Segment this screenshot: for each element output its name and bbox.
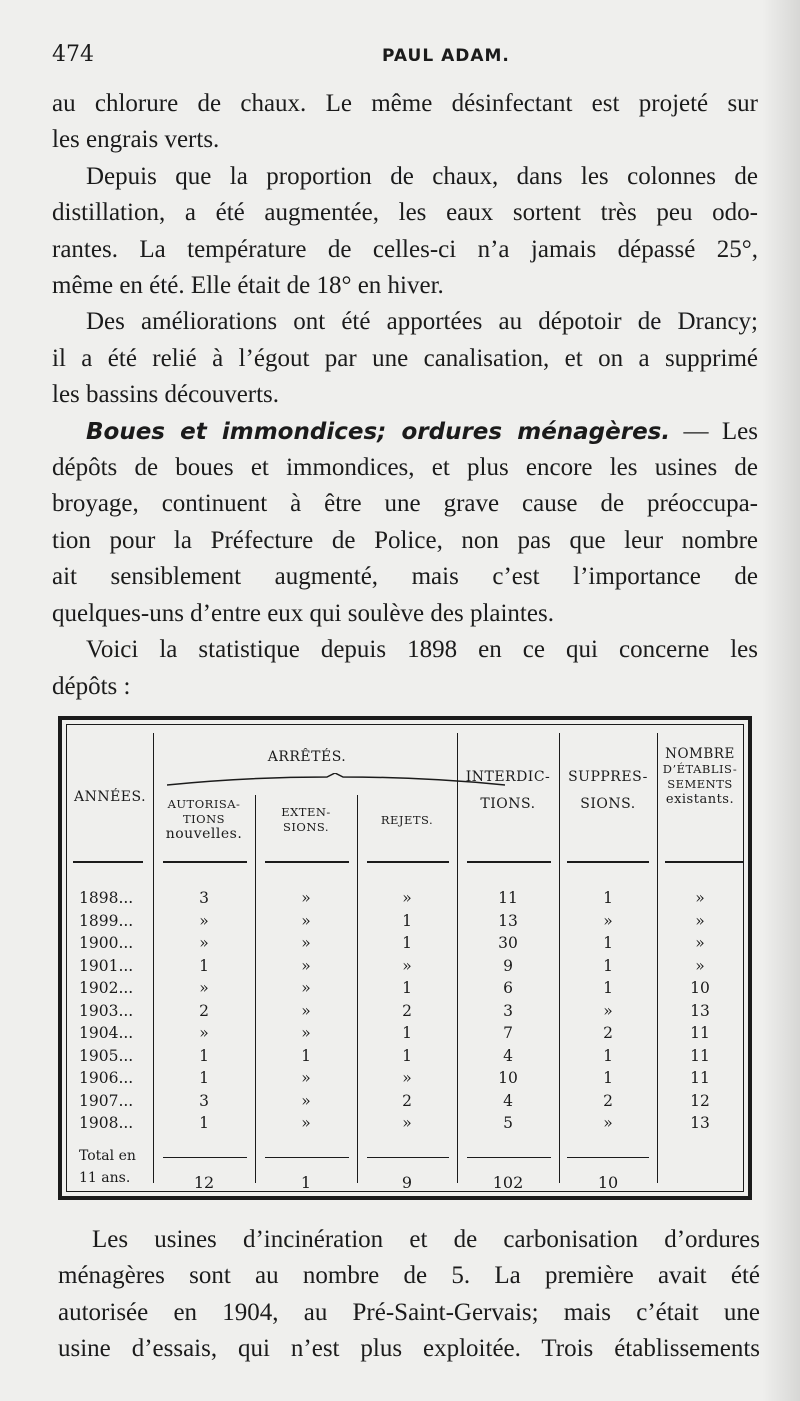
rejets-cell: 1	[402, 1024, 412, 1042]
body-text-bottom	[58, 1222, 760, 1368]
suppressions-cell: »	[603, 1114, 613, 1132]
page-number: 474	[52, 42, 94, 67]
text-line: usine d’essais, qui n’est plus exploitée. Trois établissements	[58, 1335, 760, 1363]
nombre-cell: »	[695, 911, 705, 930]
suppressions-cell: 1	[603, 956, 613, 975]
body-text-top	[52, 86, 758, 705]
nombre-cell: 11	[690, 1046, 710, 1065]
header-nombre-line: D’ÉTABLIS-	[662, 762, 738, 776]
autorisations-cell: »	[199, 979, 209, 997]
total-autorisations: 12	[193, 1173, 215, 1192]
autorisations-cell: »	[199, 934, 209, 952]
extensions-cell: »	[301, 1001, 311, 1020]
text-line: quelques-uns d’entre eux qui soulève des plaintes.	[52, 599, 554, 627]
nombre-column	[657, 887, 743, 1135]
rejets-cell: »	[402, 889, 412, 907]
interdictions-cell: 11	[498, 889, 518, 907]
header-suppressions-line: SUPPRES-	[568, 769, 648, 785]
header-rule	[567, 861, 649, 863]
rejets-cell: »	[402, 1114, 412, 1132]
nombre-cell: 10	[690, 979, 710, 997]
total-label	[79, 1145, 136, 1189]
header-annees: ANNÉES.	[73, 789, 147, 805]
years-column	[79, 887, 159, 1135]
rejets-cell: 1	[402, 911, 412, 930]
suppressions-cell: 1	[603, 979, 613, 997]
running-head: PAUL ADAM.	[382, 46, 510, 66]
nombre-cell: 12	[690, 1091, 710, 1110]
text-line: Des améliorations ont été apportées au dépotoir de Drancy;	[86, 308, 758, 336]
text-line: dépôts :	[52, 672, 131, 700]
year-cell: 1902...	[79, 979, 134, 997]
text-line: il a été relié à l’égout par une canalisation, et on a supprimé	[52, 344, 758, 372]
year-cell: 1905...	[79, 1046, 134, 1065]
arretes-brace	[167, 773, 505, 787]
header-nombre-line: NOMBRE	[665, 746, 735, 762]
text-line: Les usines d’incinération et de carbonisation d’ordures	[92, 1226, 760, 1253]
suppressions-cell: 1	[603, 1046, 613, 1065]
total-extensions: 1	[300, 1173, 312, 1192]
rejets-cell: 2	[402, 1001, 412, 1020]
rejets-cell: 1	[402, 1046, 412, 1065]
extensions-cell: »	[301, 1114, 311, 1132]
interdictions-column	[457, 887, 559, 1135]
total-rule	[567, 1157, 649, 1158]
suppressions-cell: 1	[603, 1069, 613, 1087]
total-rule	[467, 1157, 551, 1158]
extensions-cell: »	[301, 1091, 311, 1110]
interdictions-cell: 10	[498, 1069, 518, 1087]
interdictions-cell: 4	[503, 1091, 513, 1110]
text-line: ménagères sont au nombre de 5. La première avait été	[58, 1262, 760, 1290]
nombre-cell: »	[695, 934, 705, 952]
year-cell: 1908...	[79, 1114, 134, 1132]
text-line: même en été. Elle était de 18° en hiver.	[52, 272, 444, 300]
header-rejets: REJETS.	[380, 813, 434, 827]
year-cell: 1907...	[79, 1091, 134, 1110]
total-suppressions: 10	[597, 1173, 619, 1192]
header-extensions-line: SIONS.	[282, 820, 330, 834]
extensions-cell: »	[301, 979, 311, 997]
year-cell: 1899...	[79, 911, 134, 930]
suppressions-cell: 2	[603, 1091, 613, 1110]
header-nombre-line: SEMENTS	[667, 777, 733, 791]
total-rule	[265, 1157, 349, 1158]
text-line: Voici la statistique depuis 1898 en ce qui concerne les	[86, 636, 758, 664]
text-line: rantes. La température de celles-ci n’a jamais dépassé 25°,	[52, 235, 758, 263]
rejets-cell: 2	[402, 1091, 412, 1110]
header-suppressions-line: SIONS.	[580, 796, 636, 812]
nombre-cell: 11	[690, 1024, 710, 1042]
header-interdictions-line: TIONS.	[480, 796, 536, 812]
header-rule	[467, 861, 551, 863]
interdictions-cell: 5	[503, 1114, 513, 1132]
interdictions-cell: 4	[503, 1046, 513, 1065]
year-cell: 1898...	[79, 889, 134, 907]
nombre-cell: 13	[690, 1001, 710, 1020]
header-autorisations-line: AUTORISA-	[167, 797, 241, 811]
suppressions-cell: »	[603, 911, 613, 930]
header-rule	[73, 861, 143, 863]
interdictions-cell: 13	[498, 911, 518, 930]
nombre-cell: »	[695, 956, 705, 975]
rejets-cell: »	[402, 1069, 412, 1087]
suppressions-cell: 2	[603, 1024, 613, 1042]
autorisations-cell: 1	[199, 1069, 209, 1087]
year-cell: 1900...	[79, 934, 134, 952]
header-interdictions-line: INTERDIC-	[465, 769, 551, 785]
header-rule	[265, 861, 349, 863]
extensions-cell: »	[301, 1069, 311, 1087]
header-autorisations-line: TIONS	[182, 812, 226, 826]
rejets-column	[357, 887, 457, 1135]
interdictions-cell: 3	[503, 1001, 513, 1020]
text-line: dépôts de boues et immondices, et plus encore les usines de	[52, 454, 758, 482]
total-label-line: 11 ans.	[79, 1170, 131, 1186]
text-line: ait sensiblement augmenté, mais c’est l’importance de	[52, 563, 758, 591]
extensions-cell: »	[301, 956, 311, 975]
autorisations-cell: 1	[199, 1046, 209, 1065]
interdictions-cell: 9	[503, 956, 513, 975]
header-rule	[665, 861, 743, 863]
heading-dash: — Les	[670, 417, 758, 445]
header-interdictions	[457, 769, 559, 813]
text-line: broyage, continuent à être une grave cause de préoccupa-	[52, 490, 758, 518]
nombre-cell: »	[695, 889, 705, 907]
interdictions-cell: 7	[503, 1024, 513, 1042]
year-cell: 1904...	[79, 1024, 134, 1042]
header-autorisations	[153, 797, 255, 842]
autorisations-cell: 3	[199, 889, 209, 907]
total-interdictions: 102	[492, 1173, 524, 1192]
text-line: les bassins découverts.	[52, 381, 280, 409]
total-rule	[163, 1157, 247, 1158]
rejets-cell: 1	[402, 979, 412, 997]
table-inner-frame	[66, 724, 744, 1192]
header-nombre	[657, 747, 743, 807]
header-autorisations-line: nouvelles.	[165, 826, 243, 842]
text-line: autorisée en 1904, au Pré-Saint-Gervais; mais c’était une	[58, 1298, 760, 1326]
nombre-cell: 13	[690, 1114, 710, 1132]
rejets-cell: 1	[402, 934, 412, 952]
autorisations-cell: »	[199, 1024, 209, 1042]
autorisations-cell: 1	[199, 1114, 209, 1132]
year-cell: 1906...	[79, 1069, 134, 1087]
extensions-cell: »	[301, 889, 311, 907]
section-heading-line	[52, 414, 758, 450]
extensions-cell: »	[301, 934, 311, 952]
header-rule	[367, 861, 449, 863]
section-heading: Boues et immondices; ordures ménagères.	[86, 418, 671, 445]
text-line: les engrais verts.	[52, 126, 220, 154]
nombre-cell: 11	[690, 1069, 710, 1087]
text-line: tion pour la Préfecture de Police, non pas que leur nombre	[52, 526, 758, 554]
total-rejets: 9	[401, 1173, 413, 1192]
header-extensions-line: EXTEN-	[281, 805, 331, 819]
autorisations-cell: 2	[199, 1001, 209, 1020]
extensions-cell: 1	[301, 1046, 311, 1065]
autorisations-cell: 1	[199, 956, 209, 975]
header-suppressions	[559, 769, 657, 813]
total-rule	[367, 1157, 449, 1158]
text-line: au chlorure de chaux. Le même désinfectant est projeté sur	[52, 90, 758, 117]
interdictions-cell: 6	[503, 979, 513, 997]
autorisations-cell: 3	[199, 1091, 209, 1110]
header-extensions	[255, 805, 357, 835]
suppressions-cell: 1	[603, 889, 613, 907]
extensions-column	[255, 887, 357, 1135]
suppressions-cell: »	[603, 1001, 613, 1020]
autorisations-cell: »	[199, 911, 209, 930]
total-label-line: Total en	[79, 1148, 136, 1164]
autorisations-column	[153, 887, 255, 1135]
text-line: Depuis que la proportion de chaux, dans les colonnes de	[86, 162, 758, 190]
extensions-cell: »	[301, 1024, 311, 1042]
year-cell: 1903...	[79, 1001, 134, 1020]
header-nombre-line: existants.	[665, 792, 735, 807]
suppressions-cell: 1	[603, 934, 613, 952]
page-header	[52, 42, 752, 82]
header-arretes: ARRÊTÉS.	[267, 749, 347, 765]
text-line: distillation, a été augmentée, les eaux sortent très peu odo-	[52, 199, 758, 227]
header-rule	[163, 861, 247, 863]
statistics-table	[58, 716, 752, 1200]
interdictions-cell: 30	[498, 934, 518, 952]
suppressions-column	[559, 887, 657, 1135]
year-cell: 1901...	[79, 956, 134, 975]
extensions-cell: »	[301, 911, 311, 930]
rejets-cell: »	[402, 956, 412, 975]
page-edge-shadow	[762, 0, 800, 1401]
